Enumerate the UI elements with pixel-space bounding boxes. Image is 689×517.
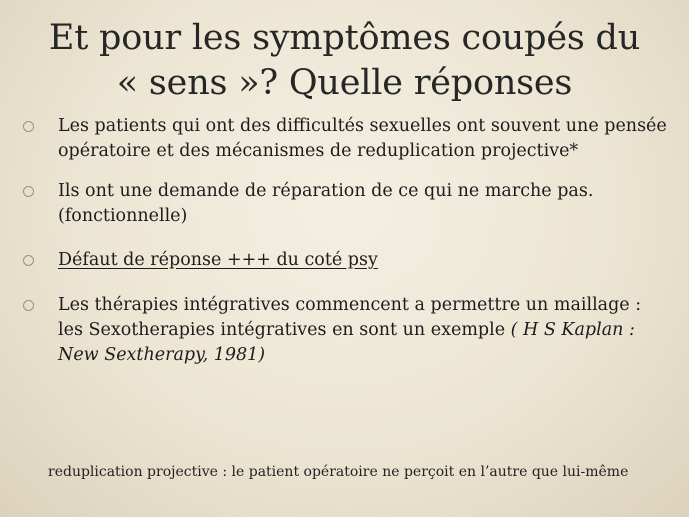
- bullet-circle-icon: [23, 186, 34, 197]
- bullet-item: [20, 248, 670, 273]
- bullet-reference: ( H S Kaplan : New Sextherapy, 1981): [58, 320, 635, 365]
- bullet-list: [20, 114, 670, 386]
- bullet-circle-icon: [23, 255, 34, 266]
- bullet-text: Les patients qui ont des difficultés sexuelles ont souvent une pensée opératoire et des mécanismes de reduplication projective*: [58, 116, 667, 161]
- bullet-item: [20, 179, 670, 229]
- slide-title: [20, 16, 669, 106]
- bullet-circle-icon: [23, 121, 34, 132]
- title-line-1: Et pour les symptômes coupés du: [48, 18, 641, 58]
- bullet-item: [20, 293, 670, 368]
- bullet-circle-icon: [23, 300, 34, 311]
- bullet-text: Ils ont une demande de réparation de ce qui ne marche pas.(fonctionnelle): [58, 181, 594, 226]
- title-line-2: « sens »? Quelle réponses: [116, 63, 573, 103]
- footnote: reduplication projective : le patient opératoire ne perçoit en l’autre que lui-même: [48, 464, 629, 480]
- bullet-item: [20, 114, 670, 164]
- bullet-text: Les thérapies intégratives commencent a permettre un maillage : les Sexotherapies intégratives en sont un exemple: [58, 295, 642, 340]
- bullet-text: Défaut de réponse +++ du coté psy: [58, 250, 378, 270]
